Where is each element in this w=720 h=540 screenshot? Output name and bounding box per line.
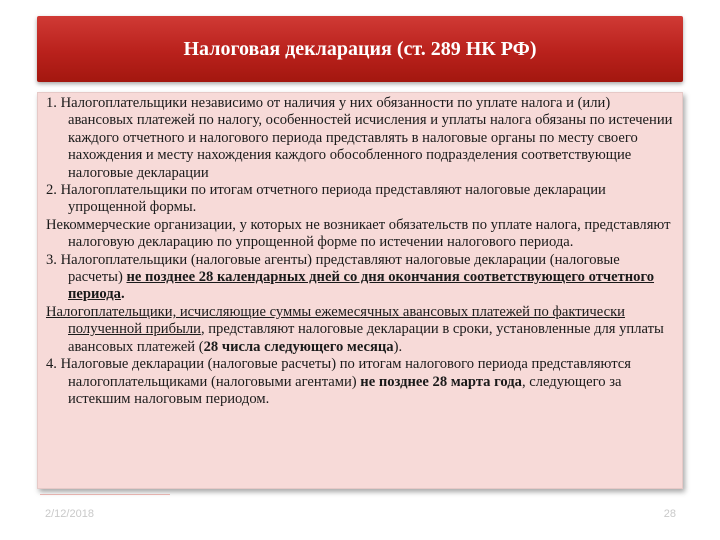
paragraph-5-deadline: 28 числа следующего месяца (203, 338, 394, 355)
footer-date: 2/12/2018 (45, 508, 94, 520)
paragraph-4-lead: 3. Налогоплательщики (налоговые агенты) представляют налоговые декларации (налоговые расчеты) (46, 251, 620, 286)
slide-title: Налоговая декларация (ст. 289 НК РФ) (183, 37, 537, 60)
paragraph-2: 2. Налогоплательщики по итогам отчетного периода представляют налоговые декларации упрощенной формы. (46, 182, 606, 216)
paragraph-5-lead: Налогоплательщики, исчисляющие суммы ежемесячных авансовых платежей по фактически полученной прибыли (46, 303, 625, 338)
paragraph-6 (46, 356, 674, 408)
paragraph-6-end: , следующего за истекшим налоговым периодом. (68, 373, 622, 407)
paragraph-3: Некоммерческие организации, у которых не возникает обязательств по уплате налога, представляют налоговую декларацию по упрощенной форме по истечении налогового периода. (46, 216, 671, 251)
paragraph-5-end: ). (393, 338, 403, 355)
paragraph-4-end: . (120, 286, 125, 303)
footer-divider (40, 494, 170, 495)
slide-number: 28 (663, 508, 676, 520)
title-bar (37, 16, 683, 82)
paragraph-4 (46, 252, 674, 304)
paragraph-6-deadline: не позднее 28 марта года (360, 373, 522, 390)
content-box (37, 92, 683, 489)
paragraph-6-lead: 4. Налоговые декларации (налоговые расчеты) по итогам налогового периода представляются налогоплательщиками (налоговыми агентами) (46, 356, 631, 390)
paragraph-1: 1. Налогоплательщики независимо от наличия у них обязанности по уплате налога и (или) авансовых платежей по налогу, особенностей исчисления и уплаты налога обязаны по истечении каждого отчетного и налогового периода представлять в налоговые органы по месту своего нахождения и месту нахождения каждого обособленного подразделения соответствующие налоговые декларации (46, 95, 673, 181)
paragraph-5 (46, 304, 674, 356)
paragraph-4-deadline: не позднее 28 календарных дней со дня окончания соответствующего отчетного периода (68, 269, 655, 303)
paragraph-5-mid: , представляют налоговые декларации в сроки, установленные для уплаты авансовых платежей ( (68, 321, 664, 355)
